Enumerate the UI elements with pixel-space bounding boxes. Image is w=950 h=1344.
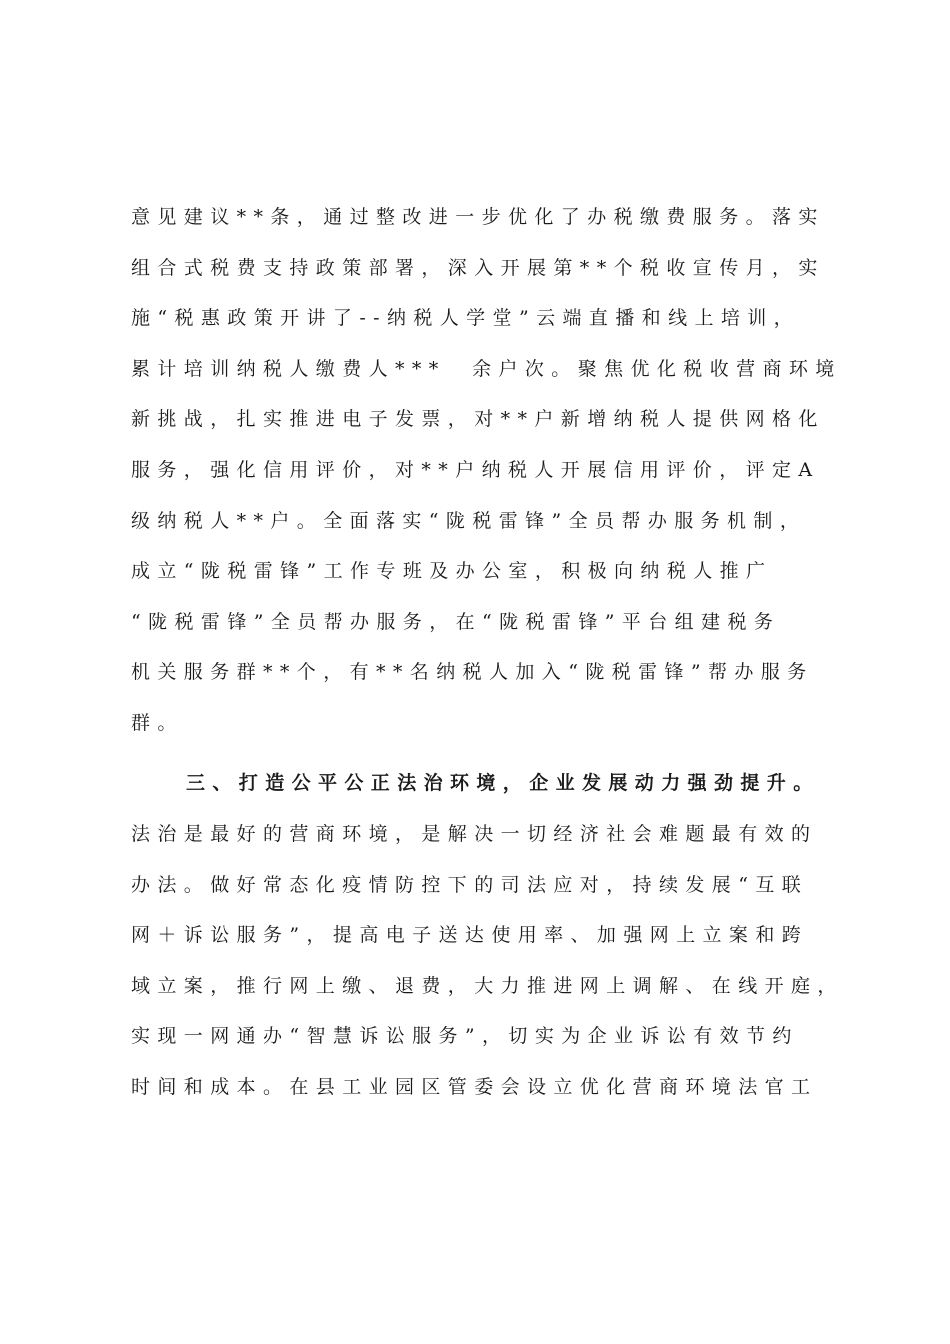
section-heading: 三、打造公平公正法治环境，企业发展动力强劲提升。: [186, 772, 820, 794]
paragraph-line: 时间和成本。在县工业园区管委会设立优化营商环境法官工: [131, 1076, 818, 1098]
paragraph-line: 新挑战，扎实推进电子发票，对**户新增纳税人提供网格化: [131, 408, 825, 430]
paragraph-line: 服务，强化信用评价，对**户纳税人开展信用评价，评定A: [131, 459, 820, 481]
paragraph-line: 机关服务群**个，有**名纳税人加入“陇税雷锋”帮办服务: [131, 661, 814, 683]
paragraph-line: 群。: [131, 712, 184, 734]
paragraph-line: 意见建议**条，通过整改进一步优化了办税缴费服务。落实: [131, 206, 825, 228]
paragraph-line: 域立案，推行网上缴、退费，大力推进网上调解、在线开庭，: [131, 975, 844, 997]
paragraph-line: 成立“陇税雷锋”工作专班及办公室，积极向纳税人推广: [131, 560, 773, 582]
paragraph-line: 累计培训纳税人缴费人*** 余户次。聚焦优化税收营商环境: [131, 358, 842, 380]
paragraph-line: 组合式税费支持政策部署，深入开展第**个税收宣传月，实: [131, 257, 825, 279]
paragraph-line: 实现一网通办“智慧诉讼服务”，切实为企业诉讼有效节约: [131, 1025, 799, 1047]
paragraph-line: 办法。做好常态化疫情防控下的司法应对，持续发展“互联: [131, 874, 809, 896]
paragraph-line: 网＋诉讼服务”，提高电子送达使用率、加强网上立案和跨: [131, 924, 809, 946]
paragraph-line: 级纳税人**户。全面落实“陇税雷锋”全员帮办服务机制，: [131, 510, 807, 532]
paragraph-line: “陇税雷锋”全员帮办服务，在“陇税雷锋”平台组建税务: [131, 611, 781, 633]
paragraph-line: 施“税惠政策开讲了--纳税人学堂”云端直播和线上培训，: [131, 307, 801, 329]
paragraph-line: 法治是最好的营商环境，是解决一切经济社会难题最有效的: [131, 823, 818, 845]
